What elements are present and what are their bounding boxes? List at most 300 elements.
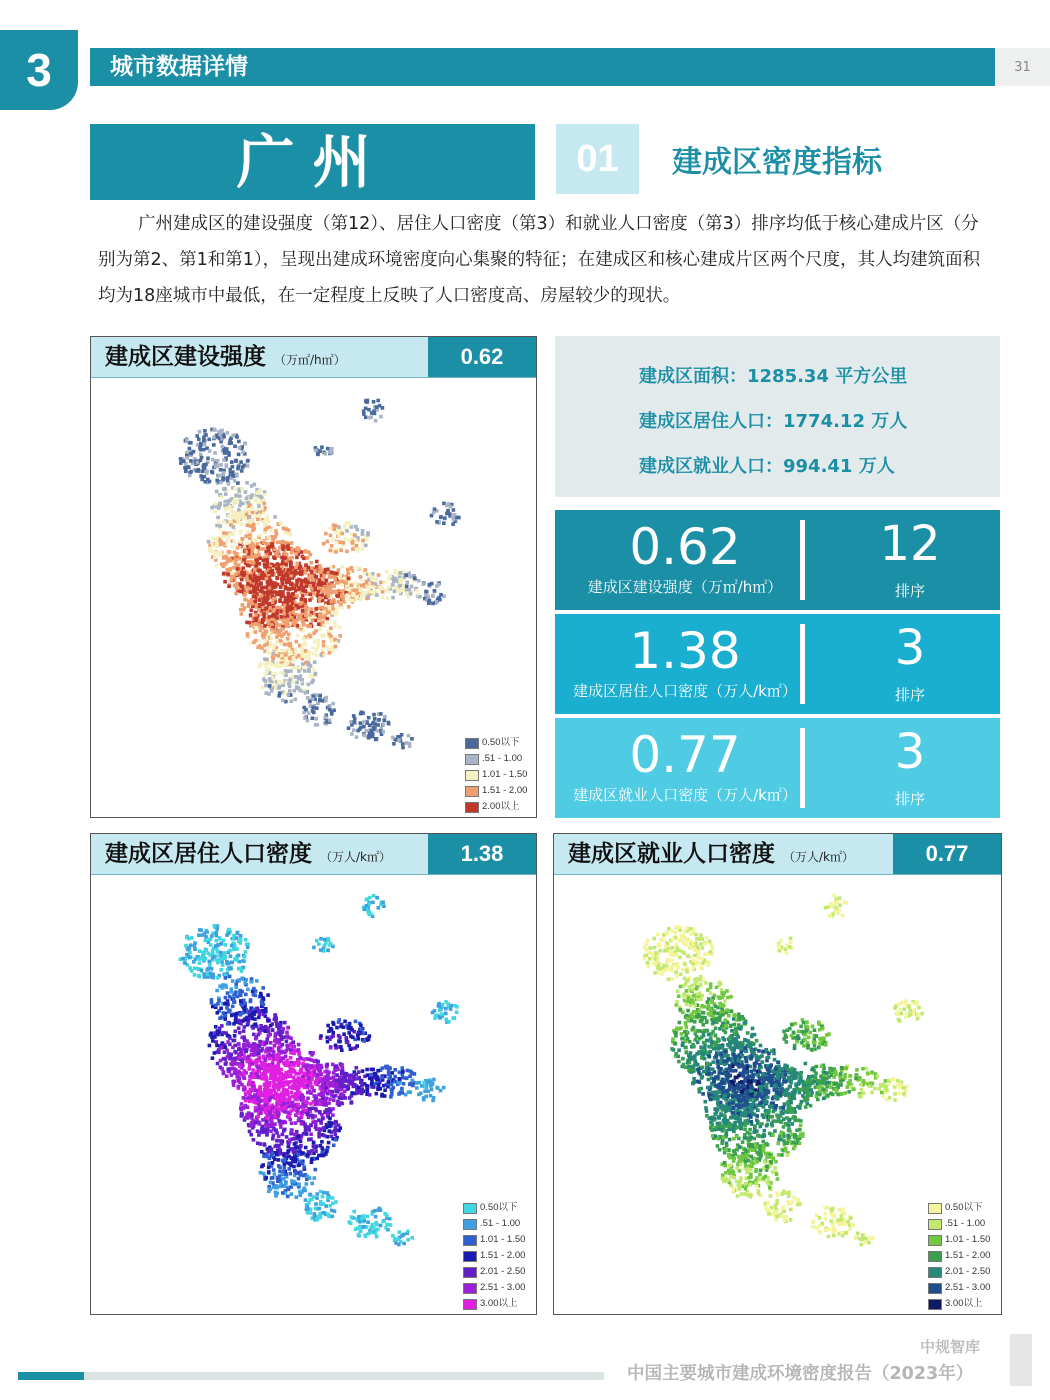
map-cell (387, 1080, 391, 1084)
map-cell (309, 1071, 313, 1075)
map-cell (230, 571, 234, 575)
map-cell (398, 584, 402, 588)
map-cell (283, 557, 287, 561)
map-cell (265, 1112, 269, 1116)
map-cell (202, 448, 206, 452)
map-cell (319, 1190, 323, 1194)
map-cell (320, 1140, 324, 1144)
map-cell (334, 524, 338, 528)
map-cell (252, 523, 256, 527)
map-cell (315, 1218, 319, 1222)
map-cell (267, 1162, 271, 1166)
map-cell (211, 550, 215, 554)
map-cell (315, 1196, 319, 1200)
map-cell (354, 581, 358, 585)
map-cell (310, 1182, 314, 1186)
map-cell (247, 1042, 251, 1046)
map-cell (331, 538, 335, 542)
map-cell (376, 1228, 380, 1232)
map-cell (240, 1003, 244, 1007)
map-cell (315, 1100, 319, 1104)
map-cell (237, 1019, 241, 1023)
map-cell (280, 1050, 284, 1054)
map-cell (442, 521, 446, 525)
map-cell (341, 580, 345, 584)
map-cell (282, 1094, 286, 1098)
map-cell (352, 728, 356, 732)
map-cell (367, 735, 371, 739)
map-cell (275, 1105, 279, 1109)
map-cell (311, 706, 315, 710)
map-cell (278, 1185, 282, 1189)
map-cell (242, 1096, 246, 1100)
map-cell (318, 628, 322, 632)
legend-item (463, 1200, 525, 1216)
map-cell (259, 992, 263, 996)
map-cell (281, 1191, 285, 1195)
map-cell (293, 623, 297, 627)
legend-label: 3.00以上 (480, 1298, 518, 1309)
map-cell (297, 1117, 301, 1121)
map-cell (185, 438, 189, 442)
map-cell (337, 1129, 341, 1133)
map-cell (247, 1096, 251, 1100)
map-cell (186, 948, 190, 952)
map-cell (368, 572, 372, 576)
map-cell (215, 463, 219, 467)
map-cell (251, 1026, 255, 1030)
map-cell (282, 612, 286, 616)
map-cell (349, 1047, 353, 1051)
map-cell (239, 460, 243, 464)
map-cell (263, 531, 267, 535)
map-cell (316, 639, 320, 643)
map-cell (246, 942, 250, 946)
panel-value: 0.77 (893, 834, 1001, 874)
map-cell (262, 502, 266, 506)
map-cell (222, 1057, 226, 1061)
map-cell (314, 1168, 318, 1172)
map-cell (245, 481, 249, 485)
map-cell (272, 1050, 276, 1054)
map-cell (284, 674, 288, 678)
map-cell (237, 1026, 241, 1030)
map-cell (294, 1170, 298, 1174)
map-cell (431, 1082, 435, 1086)
map-cell (308, 624, 312, 628)
map-cell (347, 1031, 351, 1035)
map-cell (315, 560, 319, 564)
map-cell (262, 1172, 266, 1176)
map-cell (261, 1118, 265, 1122)
map-cell (324, 696, 328, 700)
map-cell (245, 1018, 249, 1022)
map-cell (330, 447, 334, 451)
map-cell (287, 682, 291, 686)
map-cell (273, 1086, 277, 1090)
map-cell (264, 1025, 268, 1029)
map-cell (299, 614, 303, 618)
map-cell (330, 571, 334, 575)
map-cell (299, 1191, 303, 1195)
map-cell (254, 1121, 258, 1125)
map-cell (410, 737, 414, 741)
map-cell (204, 463, 208, 467)
map-cell (235, 587, 239, 591)
map-cell (312, 946, 316, 950)
map-cell (327, 1029, 331, 1033)
map-cell (255, 497, 259, 501)
map-cell (231, 961, 235, 965)
map-cell (212, 975, 216, 979)
map-cell (316, 1192, 320, 1196)
map-cell (207, 952, 211, 956)
map-cell (379, 1224, 383, 1228)
map-cell (339, 1083, 343, 1087)
map-cell (318, 596, 322, 600)
map-cell (330, 544, 334, 548)
map-cell (263, 632, 267, 636)
map-cell (287, 648, 291, 652)
map-cell (357, 1070, 361, 1074)
map-cell (205, 948, 209, 952)
map-cell (265, 515, 269, 519)
map-cell (289, 1192, 293, 1196)
map-cell (377, 718, 381, 722)
map-cell (304, 578, 308, 582)
map-cell (387, 577, 391, 581)
map-cell (264, 1029, 268, 1033)
map-cell (295, 1195, 299, 1199)
map-cell (190, 936, 194, 940)
map-cell (383, 1088, 387, 1092)
map-cell (317, 1132, 321, 1136)
map-cell (328, 1083, 332, 1087)
map-cell (277, 1158, 281, 1162)
map-cell (289, 1074, 293, 1078)
map-cell (376, 1069, 380, 1073)
map-cell (284, 630, 288, 634)
map-cell (329, 549, 333, 553)
map-cell (381, 1066, 385, 1070)
map-cell (418, 595, 422, 599)
map-cell (322, 644, 326, 648)
map-cell (340, 1048, 344, 1052)
map-cell (264, 607, 268, 611)
map-cell (207, 438, 211, 442)
map-cell (271, 1137, 275, 1141)
map-cell (275, 650, 279, 654)
map-cell (321, 1091, 325, 1095)
map-cell (308, 1193, 312, 1197)
section-title: 城市数据详情 (110, 54, 248, 80)
map-cell (282, 1106, 286, 1110)
map-cell (243, 1077, 247, 1081)
map-cell (203, 429, 207, 433)
map-cell (315, 1078, 319, 1082)
map-cell (386, 596, 390, 600)
map-cell (268, 552, 272, 556)
map-cell (217, 521, 221, 525)
map-cell (222, 458, 226, 462)
map-cell (216, 459, 220, 463)
map-cell (329, 626, 333, 630)
map-cell (335, 1026, 339, 1030)
map-cell (411, 1079, 415, 1083)
map-cell (244, 950, 248, 954)
map-cell (320, 586, 324, 590)
map-cell (286, 621, 290, 625)
map-cell (301, 1075, 305, 1079)
map-cell (333, 590, 337, 594)
map-cell (253, 568, 257, 572)
map-cell (260, 507, 264, 511)
map-cell (406, 1069, 410, 1073)
map-cell (274, 1194, 278, 1198)
map-cell (278, 1097, 282, 1101)
map-cell (365, 1215, 369, 1219)
map-cell (236, 546, 240, 550)
map-cell (263, 1071, 267, 1075)
panel-title-text: 建成区建设强度 (105, 344, 266, 370)
map-cell (265, 1116, 269, 1120)
map-cell (350, 532, 354, 536)
map-cell (326, 447, 330, 451)
map-cell (315, 648, 319, 652)
map-cell (309, 1132, 313, 1136)
built-area-text: 建成区面积：1285.34 平方公里 (639, 366, 908, 387)
map-cell (314, 1207, 318, 1211)
map-cell (270, 688, 274, 692)
map-cell (315, 1157, 319, 1161)
map-cell (384, 1226, 388, 1230)
map-cell (316, 453, 320, 457)
map-cell (297, 1043, 301, 1047)
map-cell (222, 477, 226, 481)
map-cell (376, 1087, 380, 1091)
map-cell (265, 558, 269, 562)
map-cell (334, 1125, 338, 1129)
map-cell (370, 1212, 374, 1216)
map-cell (231, 545, 235, 549)
map-cell (215, 958, 219, 962)
map-cell (307, 1150, 311, 1154)
map-cell (268, 1187, 272, 1191)
map-cell (280, 579, 284, 583)
map-cell (258, 1059, 262, 1063)
map-cell (327, 571, 331, 575)
map-cell (214, 944, 218, 948)
map-cell (311, 717, 315, 721)
map-cell (451, 1016, 455, 1020)
map-cell (245, 1059, 249, 1063)
map-cell (257, 1028, 261, 1032)
map-cell (222, 435, 226, 439)
map-cell (294, 1121, 298, 1125)
map-cell (266, 1019, 270, 1023)
map-cell (308, 700, 312, 704)
map-cell (437, 583, 441, 587)
residential-map-panel (90, 833, 537, 1315)
map-cell (275, 1144, 279, 1148)
map-cell (277, 1088, 281, 1092)
map-cell (231, 471, 235, 475)
map-cell (362, 734, 366, 738)
map-cell (405, 584, 409, 588)
map-cell (255, 603, 259, 607)
map-cell (277, 1135, 281, 1139)
map-cell (255, 979, 259, 983)
map-cell (314, 1120, 318, 1124)
map-cell (211, 537, 215, 541)
map-cell (234, 561, 238, 565)
map-cell (358, 727, 362, 731)
map-cell (222, 1070, 226, 1074)
map-cell (352, 593, 356, 597)
map-cell (249, 524, 253, 528)
map-cell (202, 439, 206, 443)
map-cell (293, 689, 297, 693)
map-cell (290, 571, 294, 575)
map-cell (267, 1165, 271, 1169)
map-cell (324, 532, 328, 536)
map-cell (286, 1046, 290, 1050)
map-cell (274, 620, 278, 624)
map-cell (188, 474, 192, 478)
map-cell (233, 1071, 237, 1075)
map-cell (236, 481, 240, 485)
map-cell (339, 1045, 343, 1049)
map-cell (275, 623, 279, 627)
map-cell (372, 713, 376, 717)
map-cell (252, 595, 256, 599)
map-cell (324, 1097, 328, 1101)
map-cell (401, 1066, 405, 1070)
map-cell (398, 1077, 402, 1081)
map-cell (328, 1129, 332, 1133)
map-cell (376, 729, 380, 733)
map-cell (271, 545, 275, 549)
map-cell (422, 582, 426, 586)
map-cell (387, 585, 391, 589)
map-cell (297, 669, 301, 673)
map-cell (405, 1076, 409, 1080)
map-cell (249, 1133, 253, 1137)
map-cell (351, 547, 355, 551)
legend-label: 0.50以下 (480, 1202, 518, 1213)
map-cell (344, 581, 348, 585)
map-cell (371, 591, 375, 595)
map-cell (251, 511, 255, 515)
legend-swatch (465, 802, 479, 813)
map-cell (289, 1172, 293, 1176)
map-cell (301, 1151, 305, 1155)
map-cell (242, 558, 246, 562)
map-cell (336, 1090, 340, 1094)
legend-swatch (465, 754, 479, 765)
panel-value: 0.62 (428, 337, 536, 377)
map-cell (262, 1064, 266, 1068)
panel-header (554, 834, 1001, 875)
map-cell (319, 1120, 323, 1124)
map-cell (347, 726, 351, 730)
legend-item (465, 751, 527, 767)
map-cell (293, 1061, 297, 1065)
map-cell (258, 533, 262, 537)
map-cell (365, 537, 369, 541)
map-cell (274, 1057, 278, 1061)
map-cell (290, 700, 294, 704)
map-cell (224, 976, 228, 980)
map-cell (401, 746, 405, 750)
map-cell (271, 1154, 275, 1158)
map-cell (210, 470, 214, 474)
map-cell (259, 1142, 263, 1146)
map-cell (373, 1082, 377, 1086)
map-cell (300, 1134, 304, 1138)
map-cell (325, 1063, 329, 1067)
map-cell (255, 555, 259, 559)
map-cell (449, 1004, 453, 1008)
map-cell (417, 579, 421, 583)
panel-title-text: 建成区居住人口密度 (105, 841, 312, 867)
indicator-number: 01 (576, 138, 619, 180)
map-cell (353, 720, 357, 724)
map-cell (248, 1091, 252, 1095)
map-cell (255, 626, 259, 630)
map-cell (181, 957, 185, 961)
map-cell (246, 555, 250, 559)
map-cell (320, 1153, 324, 1157)
map-cell (252, 1033, 256, 1037)
map-cell (247, 605, 251, 609)
map-cell (381, 595, 385, 599)
map-cell (246, 464, 250, 468)
map-cell (364, 544, 368, 548)
map-cell (235, 552, 239, 556)
map-cell (263, 624, 267, 628)
map-cell (246, 1056, 250, 1060)
map-cell (239, 1022, 243, 1026)
map-cell (339, 1076, 343, 1080)
map-cell (314, 1202, 318, 1206)
map-cell (244, 1092, 248, 1096)
map-cell (217, 999, 221, 1003)
map-cell (295, 556, 299, 560)
map-cell (313, 641, 317, 645)
map-cell (362, 1032, 366, 1036)
map-cell (401, 1091, 405, 1095)
map-cell (401, 1234, 405, 1238)
map-cell (243, 955, 247, 959)
map-cell (287, 1143, 291, 1147)
map-cell (267, 1030, 271, 1034)
map-cell (303, 1079, 307, 1083)
map-cell (328, 451, 332, 455)
map-cell (290, 1122, 294, 1126)
map-cell (231, 465, 235, 469)
map-cell (357, 1037, 361, 1041)
map-cell (273, 556, 277, 560)
map-cell (374, 419, 378, 423)
map-cell (699, 942, 703, 946)
map-cell (439, 593, 443, 597)
map-cell (250, 980, 254, 984)
map-cell (268, 1068, 272, 1072)
map-cell (252, 1138, 256, 1142)
map-cell (401, 742, 405, 746)
map-cell (230, 460, 234, 464)
